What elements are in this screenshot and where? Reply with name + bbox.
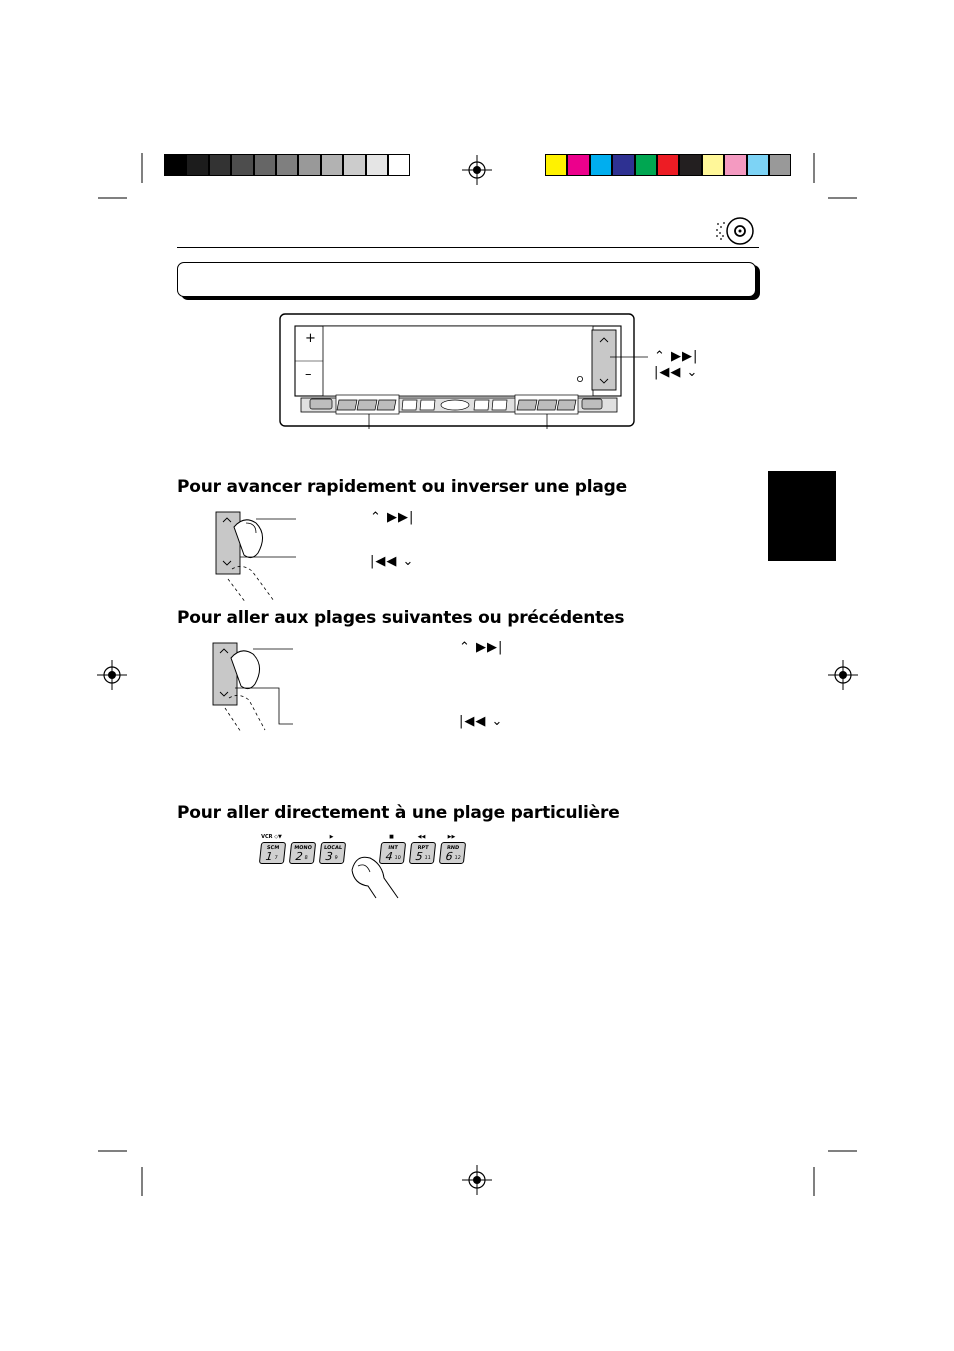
preset-button[interactable] (438, 834, 465, 868)
preset-sub-number: 10 (394, 855, 402, 861)
preset-top-label: ▶▶ (447, 834, 456, 840)
preset-main-label: LOCAL (323, 845, 343, 851)
section-title-bar (177, 262, 756, 297)
preset-number: 5 (414, 850, 424, 863)
volume-minus-label: – (305, 367, 312, 382)
preset-number: 1 (264, 850, 274, 863)
preset-sub-number: 9 (334, 855, 338, 861)
preset-sub-number: 8 (304, 855, 308, 861)
header-rule (177, 247, 759, 248)
preset-sub-number: 12 (454, 855, 462, 861)
preset-number: 4 (384, 850, 394, 863)
registration-mark-bottom (462, 1165, 492, 1195)
preset-button-face (409, 842, 436, 864)
preset-main-label: MONO (293, 845, 313, 851)
preset-button-face (439, 842, 466, 864)
preset-number: 2 (294, 850, 304, 863)
registration-mark-top (462, 155, 492, 185)
head-unit-illustration (279, 313, 639, 429)
language-tab (768, 471, 836, 561)
preset-main-label: SCM (266, 845, 280, 851)
preset-button-face (319, 842, 346, 864)
heading-next-previous: Pour aller aux plages suivantes ou précédentes (177, 608, 625, 628)
heading-direct: Pour aller directement à une plage particulière (177, 803, 620, 823)
prev-down-symbol-2: |◀◀ ⌄ (459, 714, 504, 729)
preset-top-label: ■ (389, 834, 394, 840)
preset-sub-number: 11 (424, 855, 432, 861)
preset-number: 6 (444, 850, 454, 863)
preset-top-label: VCR ◇▼ (261, 834, 282, 840)
up-next-symbol-2: ⌃ ▶▶| (459, 640, 504, 655)
registration-mark-right (828, 660, 858, 690)
finger-press-illustration-3 (348, 850, 408, 900)
preset-top-label: ◀◀ (417, 834, 426, 840)
preset-button[interactable] (258, 834, 285, 868)
finger-press-illustration-1 (214, 509, 334, 605)
cd-icon (714, 216, 758, 248)
preset-main-label: RPT (417, 845, 429, 851)
registration-mark-left (97, 660, 127, 690)
preset-top-label: ▶ (329, 834, 334, 840)
preset-main-label: RND (446, 845, 460, 851)
heading-fast-forward: Pour avancer rapidement ou inverser une plage (177, 477, 627, 497)
preset-sub-number: 7 (274, 855, 278, 861)
preset-button[interactable] (288, 834, 315, 868)
preset-button[interactable] (318, 834, 345, 868)
preset-number: 3 (324, 850, 334, 863)
up-next-symbol: ⌃ ▶▶| (654, 349, 699, 364)
up-next-symbol-1: ⌃ ▶▶| (370, 510, 415, 525)
preset-button-face (259, 842, 286, 864)
volume-plus-label: + (305, 331, 316, 346)
finger-press-illustration-2 (211, 640, 331, 740)
pointer-line (610, 356, 650, 360)
preset-button-face (289, 842, 316, 864)
prev-down-symbol: |◀◀ ⌄ (654, 365, 699, 380)
prev-down-symbol-1: |◀◀ ⌄ (370, 554, 415, 569)
preset-main-label: INT (387, 845, 399, 851)
preset-button[interactable] (408, 834, 435, 868)
